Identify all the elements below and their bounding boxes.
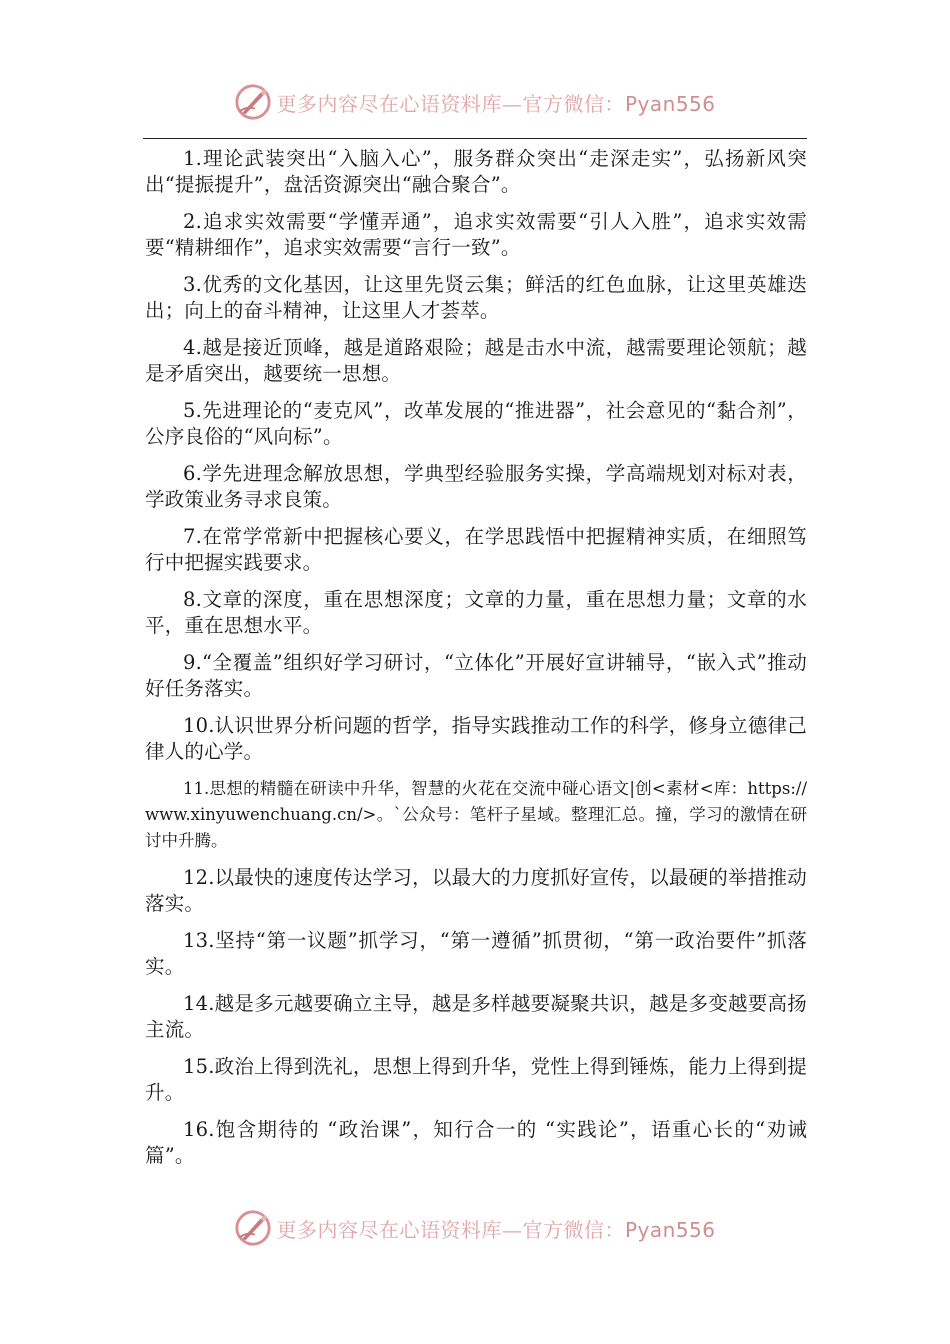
pen-circle-logo-icon xyxy=(234,1209,272,1247)
list-item-with-link: 11.思想的精髓在研读中升华，智慧的火花在交流中碰心语文|创<素材<库：https://www.xinyuwenchuang.cn/>。`公众号：笔杆子星域。整理汇总。撞，学习的激情在研讨中升腾。 xyxy=(145,779,807,850)
list-item: 8.文章的深度，重在思想深度；文章的力量，重在思想力量；文章的水平，重在思想水平。 xyxy=(145,588,807,637)
header-watermark xyxy=(0,82,950,122)
quote-list xyxy=(145,146,807,1180)
list-item: 6.学先进理念解放思想，学典型经验服务实操，学高端规划对标对表，学政策业务寻求良策。 xyxy=(145,462,807,511)
watermark-text: 更多内容尽在心语资料库—官方微信：Pyan556 xyxy=(276,91,716,116)
list-item: 9.“全覆盖”组织好学习研讨，“立体化”开展好宣讲辅导，“嵌入式”推动好任务落实。 xyxy=(145,651,807,700)
list-item: 1.理论武装突出“入脑入心”，服务群众突出“走深走实”，弘扬新风突出“提振提升”，盘活资源突出“融合聚合”。 xyxy=(145,147,807,196)
footer-watermark xyxy=(0,1208,950,1248)
list-item: 3.优秀的文化基因，让这里先贤云集；鲜活的红色血脉，让这里英雄迭出；向上的奋斗精神，让这里人才荟萃。 xyxy=(145,273,807,322)
list-item: 7.在常学常新中把握核心要义，在学思践悟中把握精神实质，在细照笃行中把握实践要求。 xyxy=(145,525,807,574)
watermark-text: 更多内容尽在心语资料库—官方微信：Pyan556 xyxy=(276,1217,716,1242)
list-item: 4.越是接近顶峰，越是道路艰险；越是击水中流，越需要理论领航；越是矛盾突出，越要统一思想。 xyxy=(145,336,807,385)
list-item: 5.先进理论的“麦克风”，改革发展的“推进器”，社会意见的“黏合剂”，公序良俗的“风向标”。 xyxy=(145,399,807,448)
list-item: 12.以最快的速度传达学习，以最大的力度抓好宣传，以最硬的举措推动落实。 xyxy=(145,866,807,915)
pen-circle-logo-icon xyxy=(234,83,272,121)
wechat-id: Pyan556 xyxy=(624,1217,716,1242)
list-item: 16.饱含期待的 “政治课”，知行合一的 “实践论”，语重心长的“劝诫篇”。 xyxy=(145,1118,807,1167)
list-item: 15.政治上得到洗礼，思想上得到升华，党性上得到锤炼，能力上得到提升。 xyxy=(145,1055,807,1104)
header-divider xyxy=(143,138,807,139)
wechat-id: Pyan556 xyxy=(624,91,716,116)
list-item: 13.坚持“第一议题”抓学习，“第一遵循”抓贯彻，“第一政治要件”抓落实。 xyxy=(145,929,807,978)
list-item: 10.认识世界分析问题的哲学，指导实践推动工作的科学，修身立德律己律人的心学。 xyxy=(145,714,807,763)
list-item: 2.追求实效需要“学懂弄通”，追求实效需要“引人入胜”，追求实效需要“精耕细作”，追求实效需要“言行一致”。 xyxy=(145,210,807,259)
list-item: 14.越是多元越要确立主导，越是多样越要凝聚共识，越是多变越要高扬主流。 xyxy=(145,992,807,1041)
